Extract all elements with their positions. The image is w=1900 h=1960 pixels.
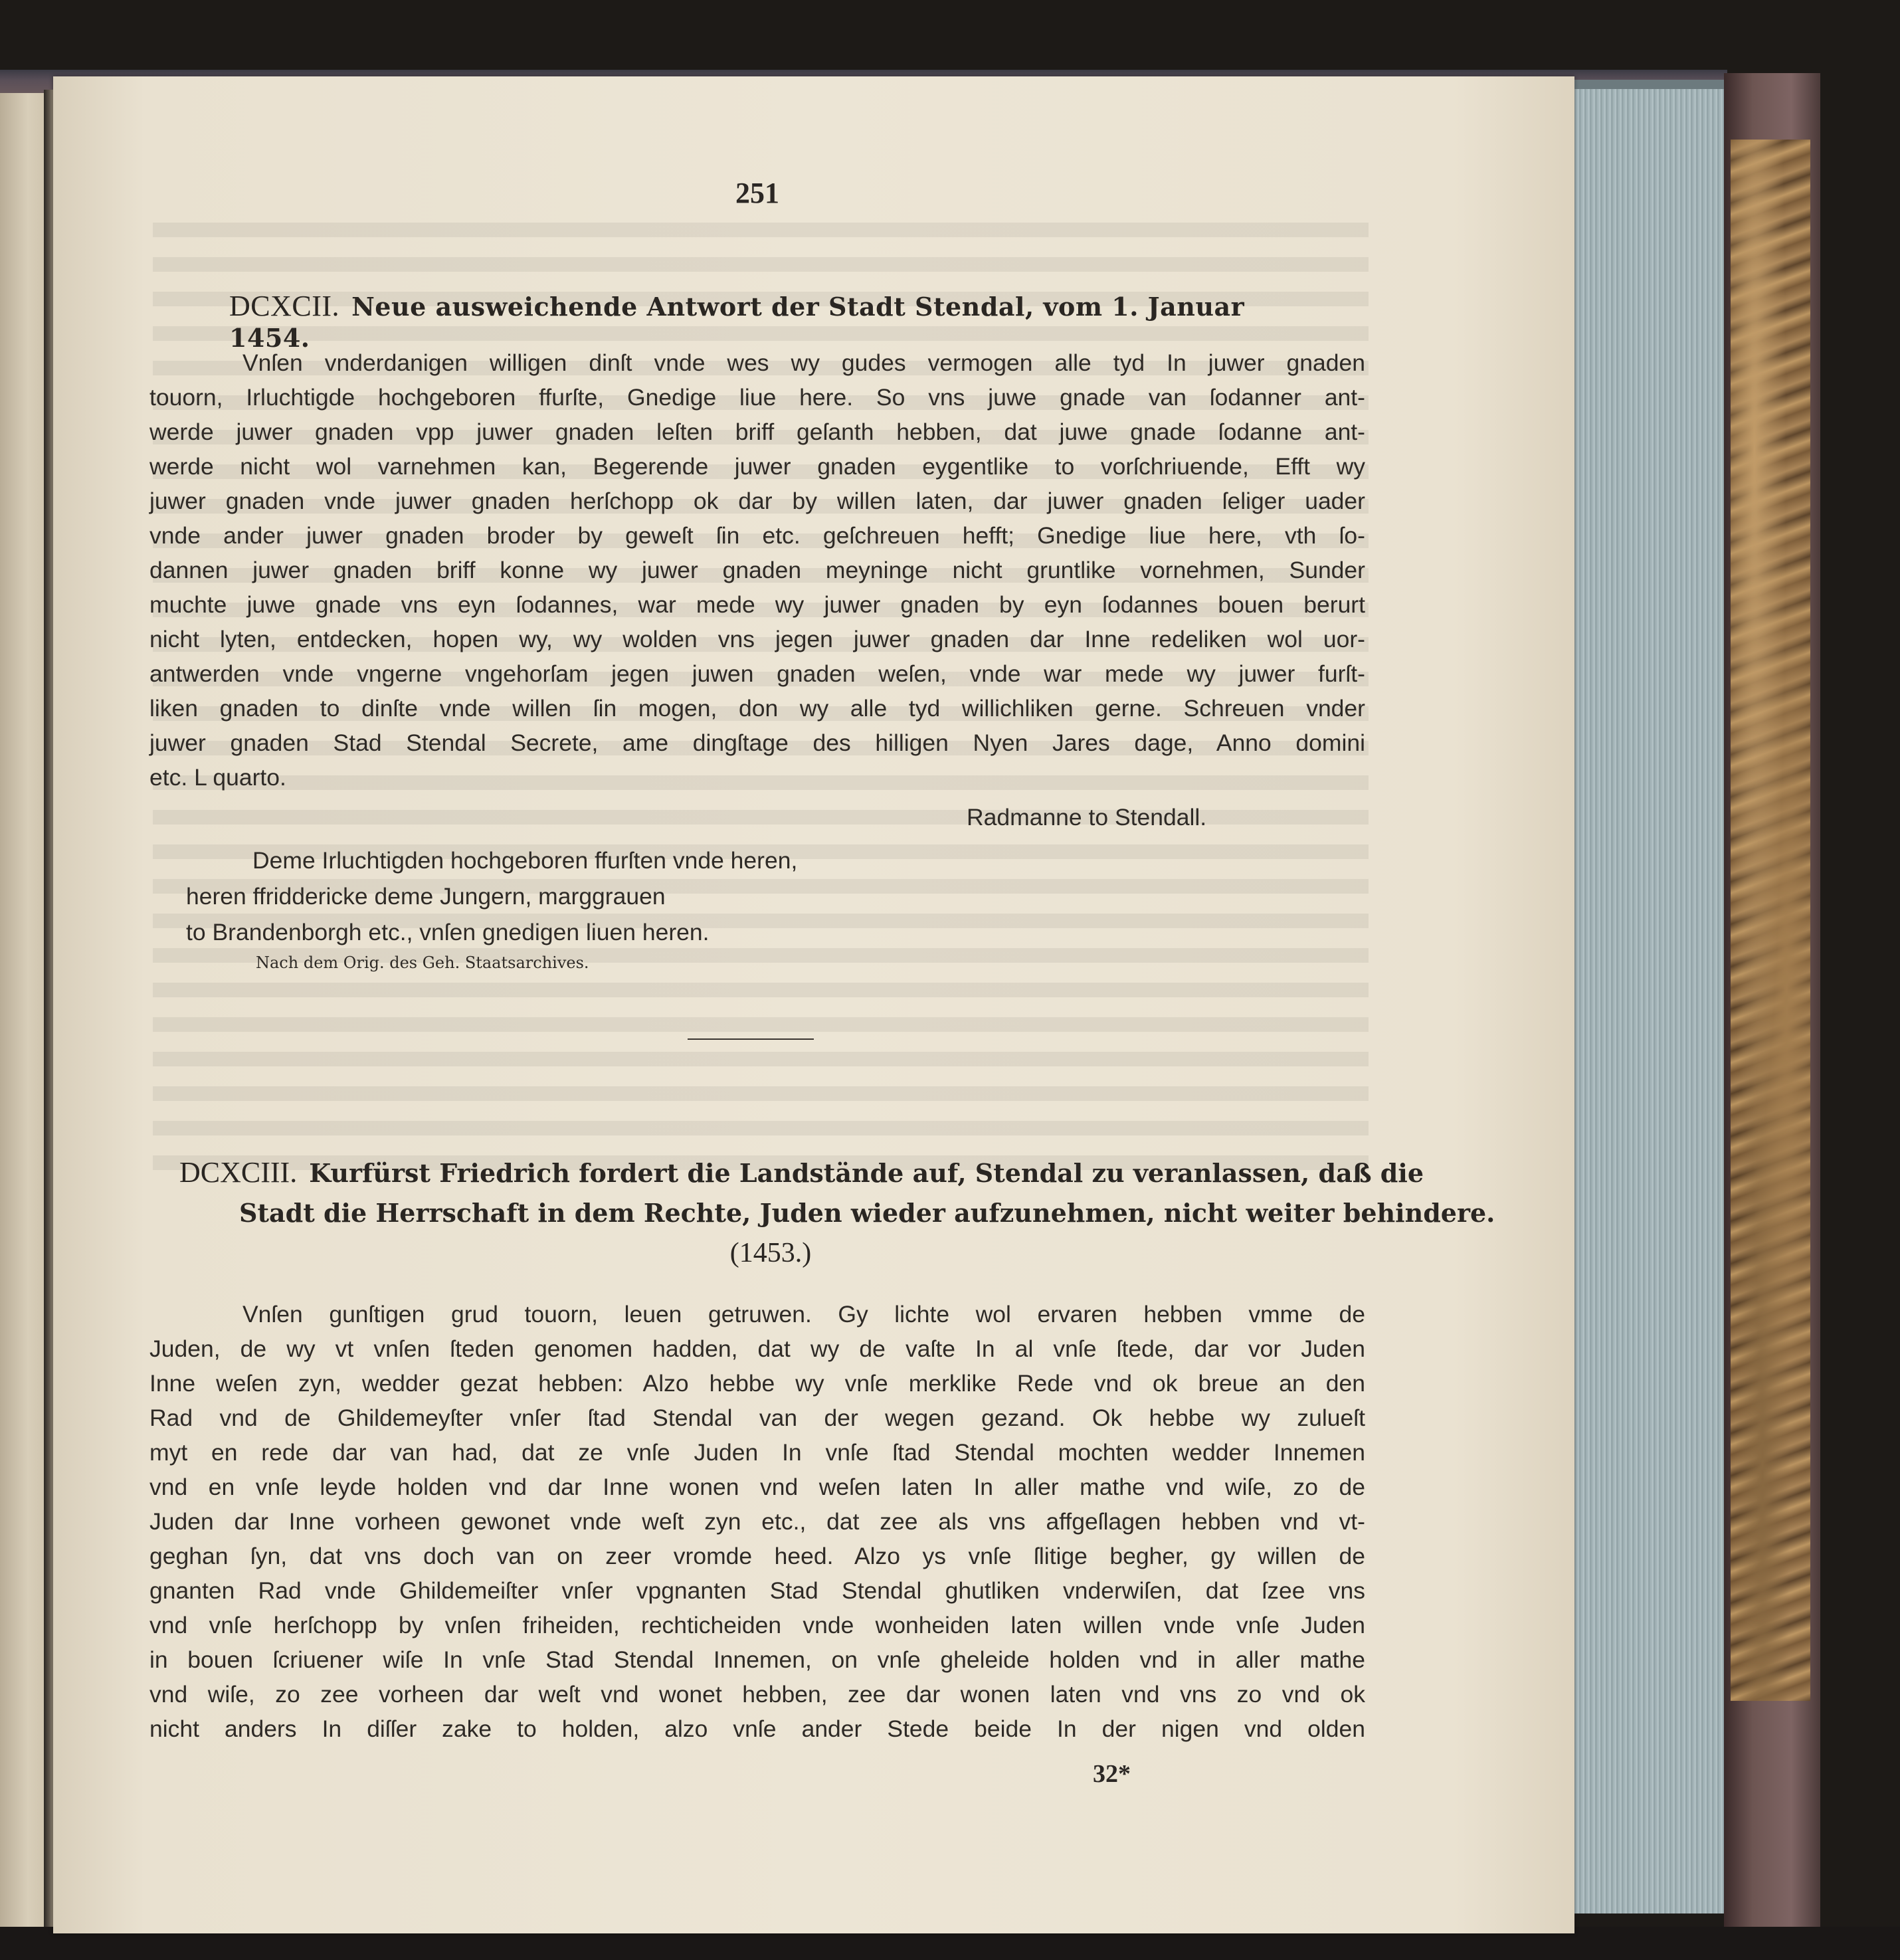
- text-line: nicht anders In diſſer zake to holden, alzo vnſe ander Stede beide In der nigen vnd olden: [149, 1715, 1365, 1742]
- text-line: vnd vnſe herſchopp by vnſen friheiden, rechticheiden vnde wonheiden laten willen vnde vnſe Juden: [149, 1612, 1365, 1638]
- section-1-body: [149, 345, 1365, 795]
- address-line: Deme Irluchtigden hochgeboren ffurſten vnde heren,: [252, 847, 798, 874]
- text-line: liken gnaden to dinſte vnde willen ſin mogen, don wy alle tyd willichliken gerne. Schreuen vnder: [149, 695, 1365, 722]
- text-line: juwer gnaden vnde juwer gnaden herſchopp ok dar by willen laten, dar juwer gnaden ſeliger uader: [149, 488, 1365, 514]
- text-line: etc. L quarto.: [149, 764, 286, 791]
- section-2-date: (1453.): [729, 1238, 812, 1268]
- section-2-heading: [179, 1153, 1495, 1273]
- text-line: nicht lyten, entdecken, hopen wy, wy wolden vns jegen juwer gnaden dar Inne redeliken wol uor-: [149, 626, 1365, 652]
- text-line: vnde ander juwer gnaden broder by geweſt ſin etc. geſchreuen hefft; Gnedige liue here, vth ſo-: [149, 522, 1365, 549]
- page-number: 251: [735, 177, 779, 209]
- address-line: heren ffriddericke deme Jungern, marggrauen: [186, 883, 666, 910]
- section-divider: [688, 1038, 814, 1040]
- address-block: [186, 842, 864, 950]
- text-line: Juden dar Inne vorheen gewonet vnde weſt zyn etc., dat zee als vns affgeſlagen hebben vnd vt-: [149, 1508, 1365, 1535]
- text-line: juwer gnaden Stad Stendal Secrete, ame dingſtage des hilligen Nyen Jares dage, Anno domini: [149, 730, 1365, 756]
- text-line: vnd wiſe, zo zee vorheen dar weſt vnd wonet hebben, zee dar wonen laten vnd vns zo vnd ok: [149, 1681, 1365, 1708]
- text-line: vnd en vnſe leyde holden vnd dar Inne wonen vnd weſen laten In aller mathe vnd wiſe, zo de: [149, 1474, 1365, 1500]
- section-2-number: DCXCIII.: [179, 1156, 298, 1189]
- address-line: to Brandenborgh etc., vnſen gnedigen liuen heren.: [186, 919, 710, 945]
- printer-signature-mark: 32*: [1093, 1760, 1131, 1788]
- section-2-title-line-2: Stadt die Herrschaft in dem Rechte, Juden wieder aufzunehmen, nicht weiter behindere.: [239, 1198, 1495, 1228]
- left-page-edge: [0, 93, 47, 1927]
- text-line: in bouen ſcriuener wiſe In vnſe Stad Stendal Innemen, on vnſe gheleide holden vnd in aller mathe: [149, 1646, 1365, 1673]
- page-block-top: [1571, 80, 1724, 89]
- text-line: werde juwer gnaden vpp juwer gnaden leſten briff geſanth hebben, dat juwe gnade ſodanne ant-: [149, 419, 1365, 445]
- section-1-title: Neue ausweichende Antwort der Stadt Stendal, vom 1. Januar 1454.: [229, 292, 1245, 353]
- text-line: geghan ſyn, dat vns doch van on zeer vromde heed. Alzo ys vnſe ſlitige begher, gy willen de: [149, 1543, 1365, 1569]
- text-line: Inne weſen zyn, wedder gezat hebben: Alzo hebbe wy vnſe merklike Rede vnd ok breue an den: [149, 1370, 1365, 1397]
- text-line: Vnſen gunſtigen grud touorn, leuen getruwen. Gy lichte wol ervaren hebben vmme de: [242, 1301, 1365, 1327]
- section-2-body: [149, 1297, 1365, 1746]
- text-line: myt en rede dar van had, dat ze vnſe Juden In vnſe ſtad Stendal mochten wedder Innemen: [149, 1439, 1365, 1466]
- section-1-heading: [229, 289, 1292, 353]
- text-line: dannen juwer gnaden briff konne wy juwer gnaden meyninge nicht gruntlike vornehmen, Sunder: [149, 557, 1365, 583]
- text-line: muchte juwe gnade vns eyn ſodannes, war mede wy juwer gnaden by eyn ſodannes bouen berurt: [149, 591, 1365, 618]
- section-1-number: DCXCII.: [229, 290, 340, 322]
- text-line: Vnſen vnderdanigen willigen dinſt vnde wes wy gudes vermogen alle tyd In juwer gnaden: [242, 349, 1365, 376]
- marbled-paper: [1731, 140, 1810, 1701]
- text-line: gnanten Rad vnde Ghildemeiſter vnſer vpgnanten Stad Stendal ghutliken vnderwiſen, dat ſzee vns: [149, 1577, 1365, 1604]
- closing-signature: Radmanne to Stendall.: [967, 804, 1207, 831]
- text-line: Juden, de wy vt vnſen ſteden genomen hadden, dat wy de vaſte In al vnſe ſtede, dar vor Juden: [149, 1335, 1365, 1362]
- text-line: touorn, Irluchtigde hochgeboren ffurſte, Gnedige liue here. So vns juwe gnade van ſodanner ant-: [149, 384, 1365, 411]
- page-block-edge: [1571, 80, 1724, 1913]
- source-note: Nach dem Orig. des Geh. Staatsarchives.: [256, 953, 589, 972]
- text-line: werde nicht wol varnehmen kan, Begerende juwer gnaden eygentlike to vorſchriuende, Efft wy: [149, 453, 1365, 480]
- text-line: Rad vnd de Ghildemeyſter vnſer ſtad Stendal van der wegen gezand. Ok hebbe wy zulueſt: [149, 1405, 1365, 1431]
- section-2-title-line-1: Kurfürst Friedrich fordert die Landstände auf, Stendal zu veranlassen, daß die: [309, 1158, 1424, 1188]
- text-line: antwerden vnde vngerne vngehorſam jegen juwen gnaden weſen, vnde war mede wy juwer furſt-: [149, 660, 1365, 687]
